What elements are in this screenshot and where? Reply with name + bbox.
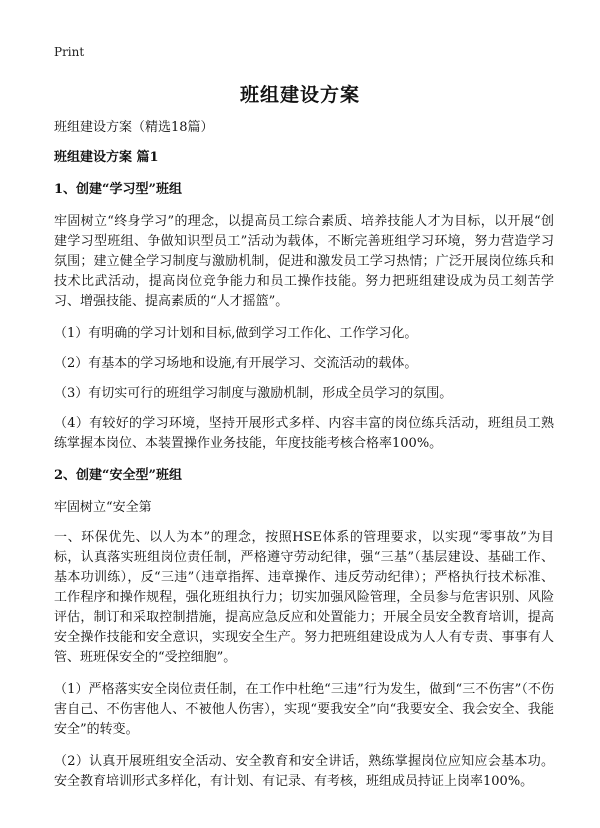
- paragraph: 一、环保优先、以人为本”的理念，按照HSE体系的管理要求，以实现“零事故”为目标，认真落实班组岗位责任制，严格遵守劳动纪律，强“三基”（基层建设、基础工作、基本功训练），反“三违”（违章指挥、违章操作、违反劳动纪律）；严格执行技术标准、工作程序和操作规程，强化班组执行力；切实加强风险管理，全员参与危害识别、风险评估，制订和采取控制措施，提高应急反应和处置能力；开展全员安全教育培训，提高安全操作技能和安全意识，实现安全生产。努力把班组建设成为人人有专责、事事有人管、班班保安全的“受控细胞”。: [54, 530, 554, 665]
- list-item: （2）有基本的学习场地和设施,有开展学习、交流活动的载体。: [54, 356, 418, 371]
- page-title: 班组建设方案: [239, 84, 360, 106]
- section-title: 班组建设方案 篇1: [54, 150, 159, 165]
- print-link[interactable]: Print: [54, 45, 85, 59]
- list-item: （1）有明确的学习计划和目标,做到学习工作化、工作学习化。: [54, 326, 418, 341]
- list-item: （1）严格落实安全岗位责任制，在工作中杜绝“三违”行为发生，做到“三不伤害”（不伤害自己、不伤害他人、不被他人伤害），实现“要我安全”向“我要安全、我会安全、我能安全”的转变。: [54, 682, 554, 737]
- list-item: （3）有切实可行的班组学习制度与激励机制，形成全员学习的氛围。: [54, 386, 453, 401]
- paragraph: 牢固树立“终身学习”的理念，以提高员工综合素质、培养技能人才为目标，以开展“创建学习型班组、争做知识型员工”活动为载体，不断完善班组学习环境，努力营造学习氛围；建立健全学习制度与激励机制，促进和激发员工学习热情；广泛开展岗位练兵和技术比武活动，提高岗位竞争能力和员工操作技能。努力把班组建设成为员工刻苦学习、增强技能、提高素质的“人才摇篮”。: [54, 214, 554, 309]
- heading-safety-team: 2、创建“安全型”班组: [54, 468, 183, 483]
- paragraph: 牢固树立“安全第: [54, 500, 152, 515]
- heading-learning-team: 1、创建“学习型”班组: [54, 182, 183, 197]
- list-item: （4）有较好的学习环境，坚持开展形式多样、内容丰富的岗位练兵活动，班组员工熟练掌握本岗位、本装置操作业务技能，年度技能考核合格率100%。: [54, 416, 554, 451]
- document-body: [54, 118, 554, 804]
- list-item: （2）认真开展班组安全活动、安全教育和安全讲话，熟练掌握岗位应知应会基本功。安全教育培训形式多样化，有计划、有记录、有考核，班组成员持证上岗率100%。: [54, 754, 554, 789]
- document-subtitle: 班组建设方案（精选18篇）: [54, 120, 214, 135]
